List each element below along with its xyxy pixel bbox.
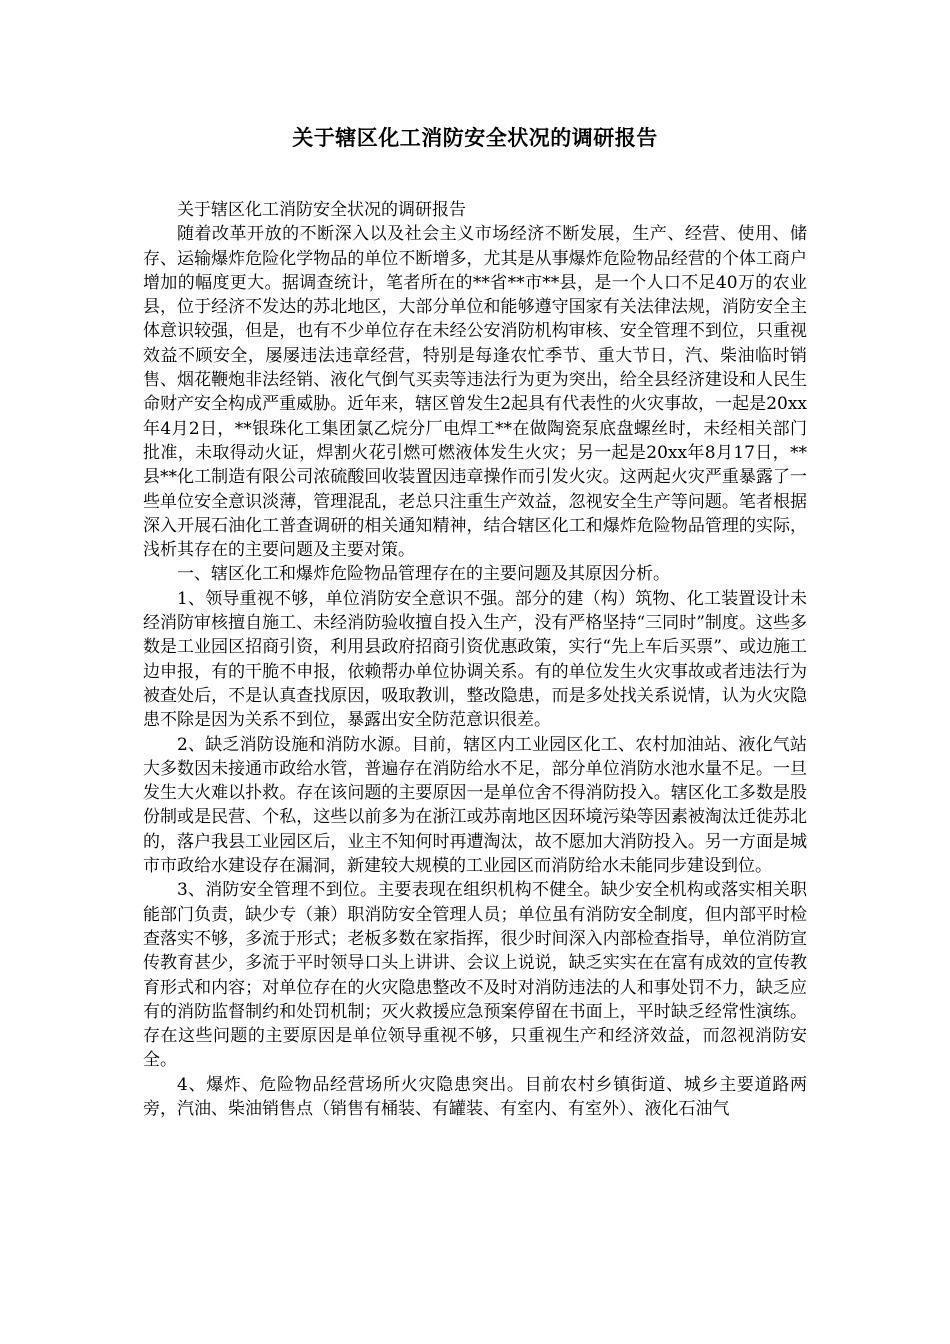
document-body — [143, 198, 807, 1121]
paragraph-item-3: 3、消防安全管理不到位。主要表现在组织机构不健全。缺少安全机构或落实相关职能部门负责，缺少专（兼）职消防安全管理人员；单位虽有消防安全制度，但内部平时检查落实不够，多流于形式；老板多数在家指挥，很少时间深入内部检查指导，单位消防宣传教育甚少，多流于平时领导口头上讲讲、会议上说说，缺乏实实在在富有成效的宣传教育形式和内容；对单位存在的火灾隐患整改不及时对消防违法的人和事处罚不力，缺乏应有的消防监督制约和处罚机制；灭火救援应急预案停留在书面上，平时缺乏经常性演练。存在这些问题的主要原因是单位领导重视不够，只重视生产和经济效益，而忽视消防安全。 — [143, 880, 807, 1071]
document-title: 关于辖区化工消防安全状况的调研报告 — [292, 125, 658, 150]
section-heading-problems: 一、辖区化工和爆炸危险物品管理存在的主要问题及其原因分析。 — [177, 564, 670, 585]
paragraph-item-2: 2、缺乏消防设施和消防水源。目前，辖区内工业园区化工、农村加油站、液化气站大多数因未接通市政给水管，普遍存在消防给水不足，部分单位消防水池水量不足。一旦发生大火难以扑救。存在该问题的主要原因一是单位舍不得消防投入。辖区化工多数是股份制或是民营、个私，这些以前多为在浙江或苏南地区因环境污染等因素被淘汰迁徙苏北的，落户我县工业园区后，业主不知何时再遭淘汰，故不愿加大消防投入。另一方面是城市市政给水建设存在漏洞，新建较大规模的工业园区而消防给水未能同步建设到位。 — [143, 734, 807, 877]
paragraph-item-1: 1、领导重视不够，单位消防安全意识不强。部分的建（构）筑物、化工装置设计未经消防审核擅自施工、未经消防验收擅自投入生产，没有严格坚持“三同时”制度。这些多数是工业园区招商引资，利用县政府招商引资优惠政策，实行“先上车后买票”、或边施工边申报，有的干脆不申报，依赖帮办单位协调关系。有的单位发生火灾事故或者违法行为被查处后，不是认真查找原因，吸取教训，整改隐患，而是多处找关系说情，认为火灾隐患不除是因为关系不到位，暴露出安全防范意识很差。 — [143, 588, 807, 731]
paragraph-intro: 随着改革开放的不断深入以及社会主义市场经济不断发展，生产、经营、使用、储存、运输爆炸危险化学物品的单位不断增多，尤其是从事爆炸危险物品经营的个体工商户增加的幅度更大。据调查统计，笔者所在的**省**市**县，是一个人口不足40万的农业县，位于经济不发达的苏北地区，大部分单位和能够遵守国家有关法律法规，消防安全主体意识较强，但是，也有不少单位存在未经公安消防机构审核、安全管理不到位，只重视效益不顾安全，屡屡违法违章经营，特别是每逢农忙季节、重大节日，汽、柴油临时销售、烟花鞭炮非法经销、液化气倒气买卖等违法行为更为突出，给全县经济建设和人民生命财产安全构成严重威胁。近年来，辖区曾发生2起具有代表性的火灾事故，一起是20xx年4月2日，**银珠化工集团氯乙烷分厂电焊工**在做陶瓷泵底盘螺丝时，未经相关部门批准，未取得动火证，焊割火花引燃可燃液体发生火灾；另一起是20xx年8月17日，**县**化工制造有限公司浓硫酸回收装置因违章操作而引发火灾。这两起火灾严重暴露了一些单位安全意识淡薄，管理混乱，老总只注重生产效益，忽视安全生产等问题。笔者根据深入开展石油化工普查调研的相关通知精神，结合辖区化工和爆炸危险物品管理的实际，浅析其存在的主要问题及主要对策。 — [143, 224, 807, 561]
paragraph-item-4: 4、爆炸、危险物品经营场所火灾隐患突出。目前农村乡镇街道、城乡主要道路两旁，汽油、柴油销售点（销售有桶装、有罐装、有室内、有室外）、液化石油气 — [143, 1074, 807, 1119]
paragraph-subtitle: 关于辖区化工消防安全状况的调研报告 — [177, 200, 466, 220]
